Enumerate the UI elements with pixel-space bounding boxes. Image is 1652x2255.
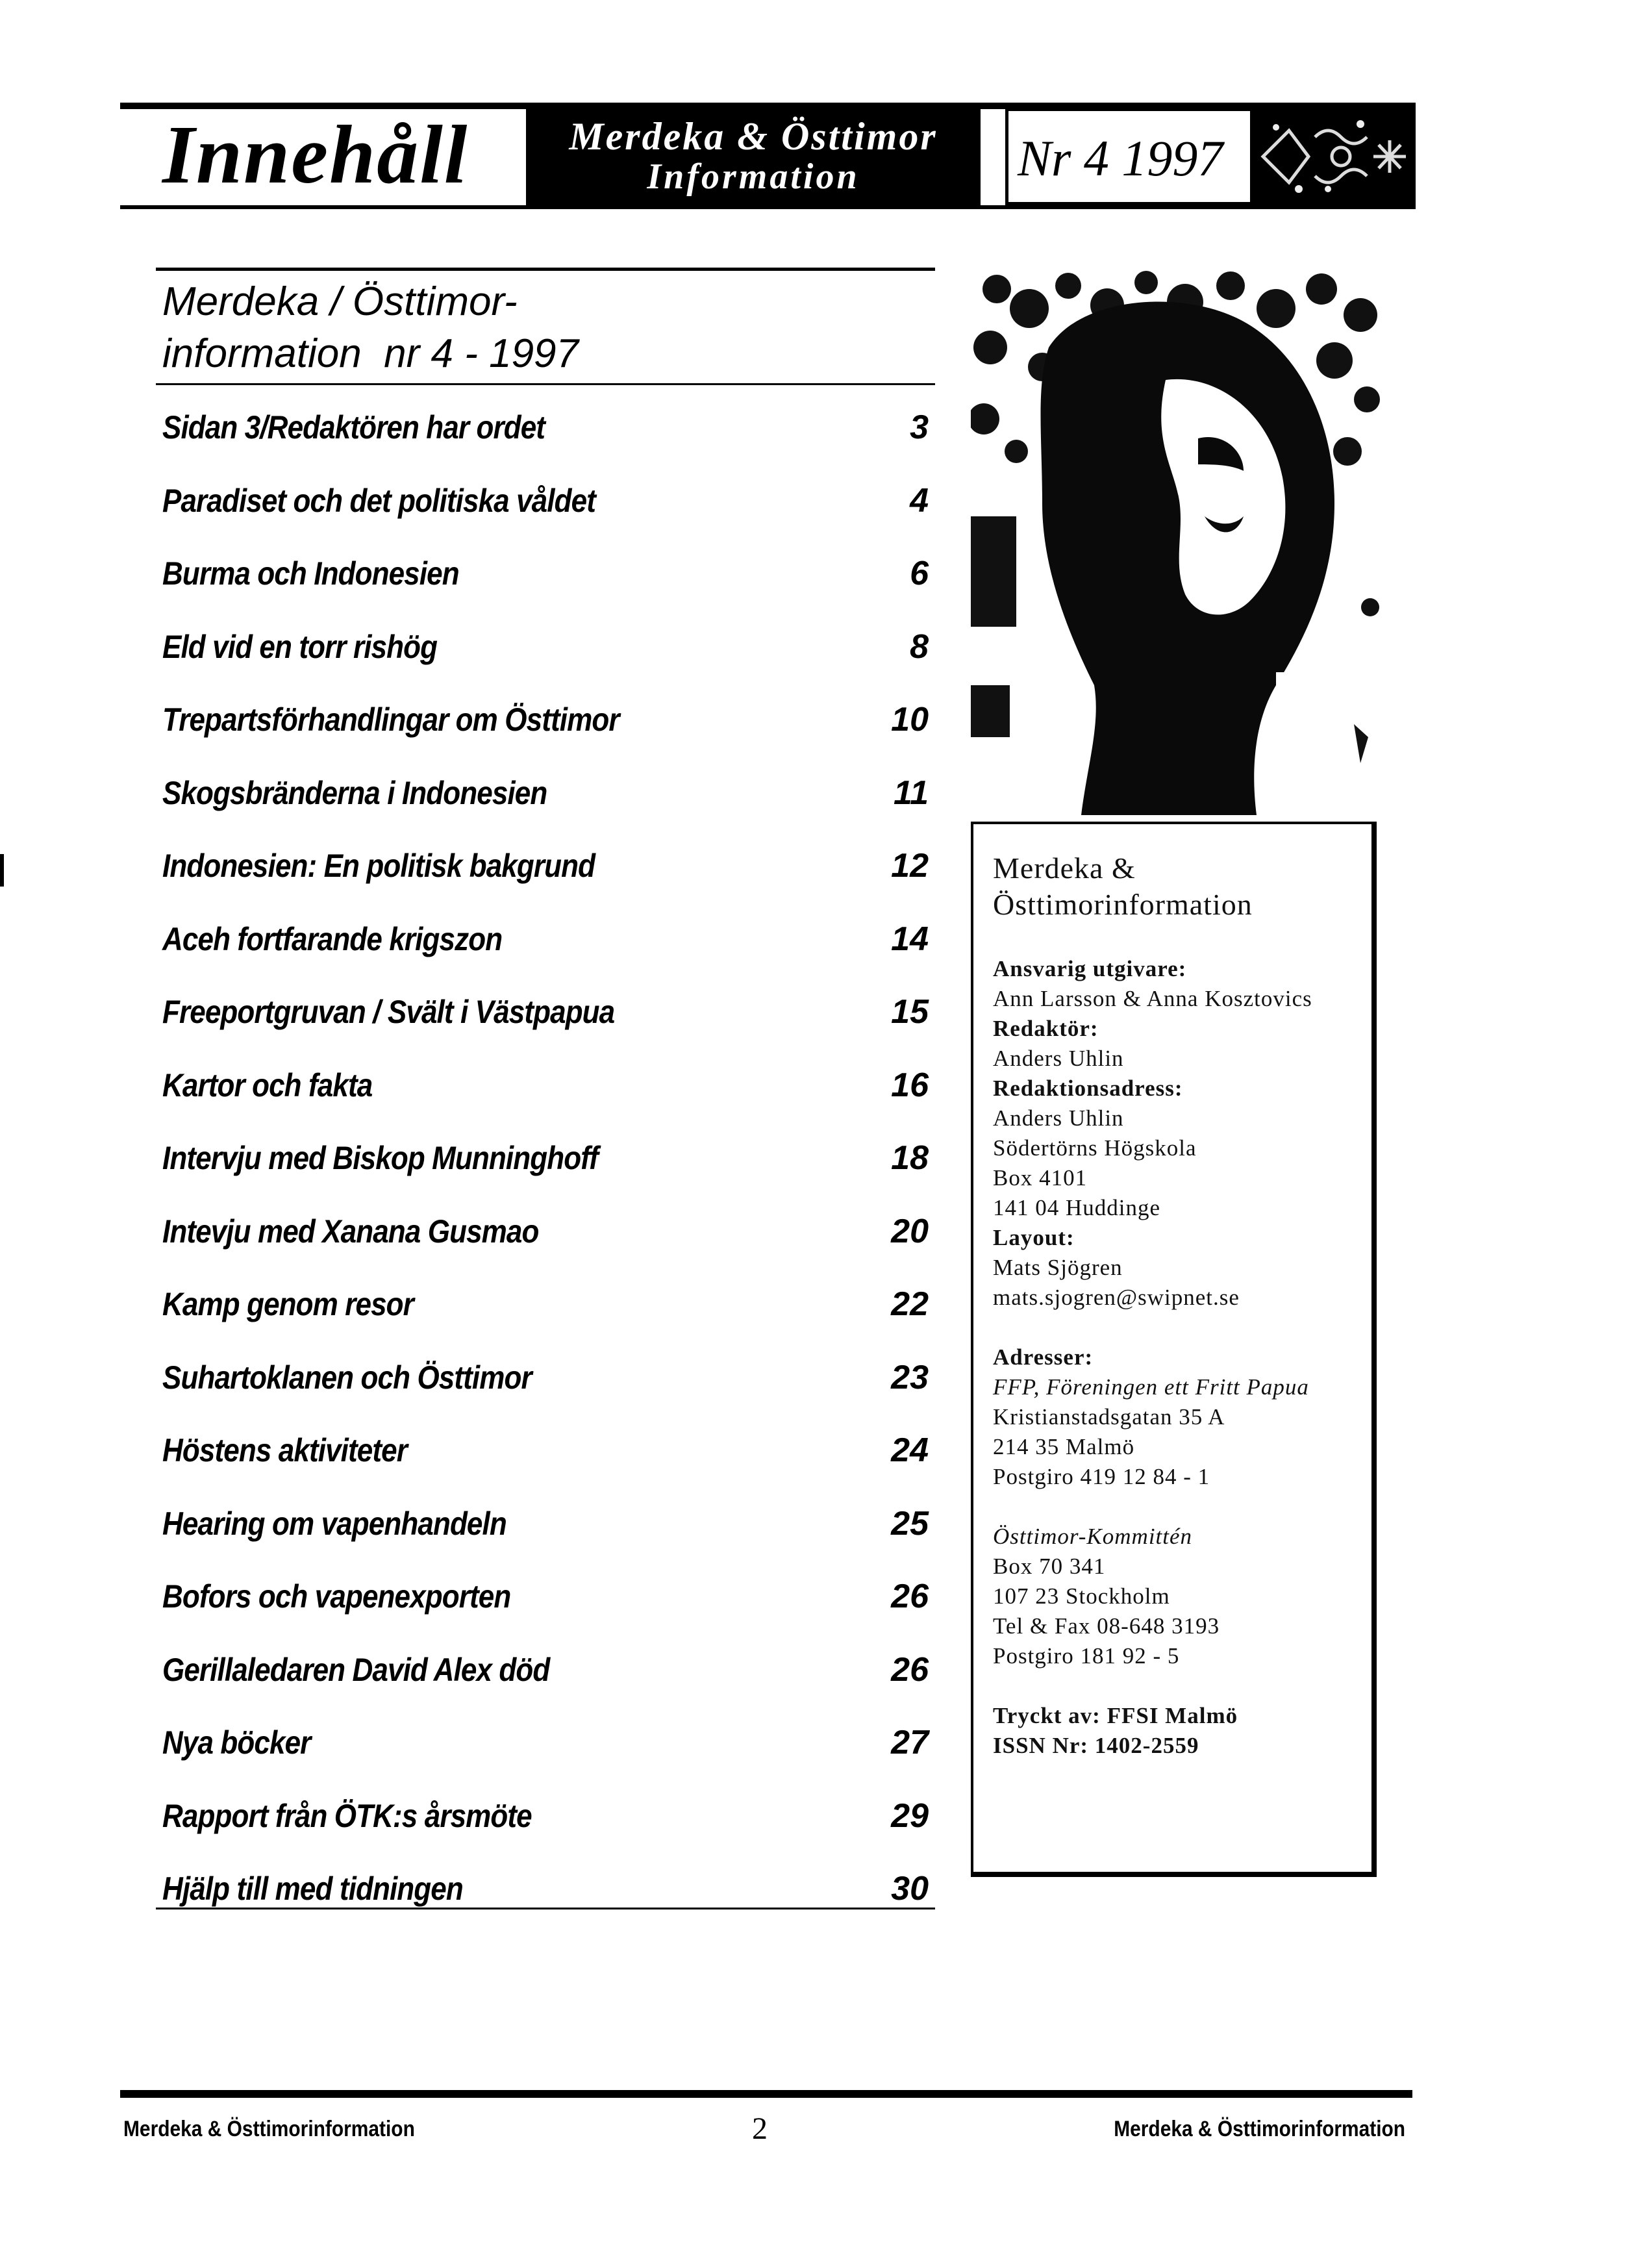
- info-line: Postgiro 181 92 - 5: [993, 1643, 1180, 1669]
- toc-entry-title: Hearing om vapenhandeln: [162, 1505, 507, 1542]
- toc-entry-page: 22: [891, 1285, 929, 1323]
- toc-entry-title: Höstens aktiviteter: [162, 1432, 407, 1468]
- toc-top-rule: [156, 268, 935, 271]
- toc-entry-page: 24: [891, 1431, 929, 1469]
- issue-number: Nr 4 1997: [1018, 130, 1223, 186]
- spacer: [993, 1671, 1363, 1701]
- info-line: Kristianstadsgatan 35 A: [993, 1404, 1225, 1430]
- toc-entry[interactable]: [162, 1426, 935, 1499]
- toc-entry-title: Sidan 3/Redaktören har ordet: [162, 409, 545, 446]
- toc-entry[interactable]: [162, 476, 935, 549]
- toc-entry-title: Bofors och vapenexporten: [162, 1578, 511, 1615]
- toc-heading-line-1: Merdeka / Östtimor-: [162, 279, 518, 324]
- spacer: [993, 1492, 1363, 1522]
- toc-entry-title: Kartor och fakta: [162, 1066, 373, 1103]
- toc-entry-title: Freeportgruvan / Svält i Västpapua: [162, 994, 615, 1030]
- toc-entry-title: Intervju med Biskop Munninghoff: [162, 1140, 599, 1176]
- info-line: Anders Uhlin: [993, 1046, 1124, 1071]
- toc-entry[interactable]: [162, 987, 935, 1061]
- toc-entry-page: 26: [891, 1578, 929, 1615]
- info-line: Anders Uhlin: [993, 1105, 1124, 1131]
- toc-entry-title: Skogsbränderna i Indonesien: [162, 774, 547, 811]
- info-line: Adresser:: [993, 1344, 1094, 1370]
- info-line: 107 23 Stockholm: [993, 1583, 1170, 1609]
- toc-entry-page: 25: [891, 1504, 929, 1543]
- toc-entry-page: 30: [891, 1870, 929, 1908]
- toc-entry-title: Gerillaledaren David Alex död: [162, 1651, 550, 1688]
- toc-entry-page: 16: [891, 1066, 929, 1104]
- info-line: Mats Sjögren: [993, 1255, 1123, 1280]
- toc-entry-title: Trepartsförhandlingar om Östtimor: [162, 701, 620, 738]
- toc-entry-title: Rapport från ÖTK:s årsmöte: [162, 1797, 532, 1834]
- toc-entry[interactable]: [162, 841, 935, 914]
- spacer: [993, 1313, 1363, 1342]
- info-line: Redaktionsadress:: [993, 1076, 1183, 1101]
- info-title: [993, 850, 1253, 923]
- info-line: Ansvarig utgivare:: [993, 956, 1187, 981]
- info-line: Ann Larsson & Anna Kosztovics: [993, 986, 1312, 1011]
- masthead-line-1: Merdeka & Östtimor: [569, 115, 938, 158]
- info-line: Södertörns Högskola: [993, 1135, 1197, 1161]
- info-line: Tel & Fax 08-648 3193: [993, 1613, 1220, 1639]
- info-line: Tryckt av: FFSI Malmö: [993, 1703, 1238, 1728]
- toc-entry[interactable]: [162, 1864, 935, 1937]
- toc-entry[interactable]: [162, 1572, 935, 1645]
- toc-bottom-rule: [156, 1908, 935, 1909]
- toc-heading-rule: [156, 383, 935, 385]
- info-line: Layout:: [993, 1225, 1075, 1250]
- masthead-line-2: Information: [647, 157, 860, 197]
- toc-entry-page: 12: [891, 847, 929, 885]
- toc-entry-title: Aceh fortfarande krigszon: [162, 920, 503, 957]
- footer-page-number: 2: [752, 2111, 768, 2146]
- publication-info-box: [971, 822, 1377, 1877]
- scan-edge-mark: [0, 854, 4, 887]
- toc-entry-page: 6: [910, 555, 929, 592]
- masthead: [526, 104, 981, 207]
- toc-entry[interactable]: [162, 1279, 935, 1353]
- toc-entry-page: 11: [894, 774, 929, 812]
- toc-entry-page: 3: [910, 409, 929, 446]
- info-email[interactable]: mats.sjogren@swipnet.se: [993, 1285, 1240, 1310]
- toc-entry-page: 8: [910, 627, 929, 666]
- toc-entry-page: 26: [891, 1650, 929, 1689]
- toc-entry[interactable]: [162, 695, 935, 768]
- info-line: 141 04 Huddinge: [993, 1195, 1161, 1220]
- toc-entry[interactable]: [162, 549, 935, 622]
- toc-entry-page: 10: [891, 701, 929, 738]
- toc-entry-page: 14: [891, 920, 929, 958]
- header-bottom-rule: [120, 205, 1416, 209]
- toc-list: [162, 403, 935, 1937]
- toc-entry-title: Eld vid en torr rishög: [162, 628, 438, 665]
- toc-entry-page: 4: [910, 481, 929, 520]
- info-line: Box 70 341: [993, 1554, 1106, 1579]
- toc-entry[interactable]: [162, 1133, 935, 1207]
- toc-heading-line-2: information nr 4 - 1997: [162, 331, 579, 376]
- toc-entry-title: Intevju med Xanana Gusmao: [162, 1213, 539, 1250]
- toc-entry-title: Suhartoklanen och Östtimor: [162, 1359, 532, 1396]
- info-title-line-2: Östtimorinformation: [993, 888, 1253, 921]
- toc-entry[interactable]: [162, 403, 935, 476]
- footer-publication-left: Merdeka & Östtimorinformation: [123, 2117, 415, 2141]
- toc-entry-page: 23: [891, 1358, 929, 1396]
- footer-rule: [120, 2090, 1412, 2098]
- toc-entry-title: Nya böcker: [162, 1724, 311, 1761]
- info-line: Postgiro 419 12 84 - 1: [993, 1464, 1210, 1489]
- info-line: Box 4101: [993, 1165, 1088, 1190]
- toc-entry-page: 18: [891, 1139, 929, 1177]
- info-line: Redaktör:: [993, 1016, 1099, 1041]
- info-title-line-1: Merdeka &: [993, 851, 1136, 885]
- toc-entry-title: Hjälp till med tidningen: [162, 1871, 463, 1907]
- toc-entry-title: Paradiset och det politiska våldet: [162, 482, 595, 519]
- toc-entry[interactable]: [162, 1791, 935, 1865]
- toc-entry-page: 15: [891, 993, 929, 1031]
- info-line: Östtimor-Kommittén: [993, 1524, 1193, 1549]
- info-line: ISSN Nr: 1402-2559: [993, 1733, 1199, 1758]
- toc-entry-page: 20: [891, 1212, 929, 1250]
- info-line: FFP, Föreningen ett Fritt Papua: [993, 1374, 1309, 1400]
- toc-entry[interactable]: [162, 768, 935, 842]
- info-lines: [993, 954, 1363, 1761]
- toc-entry-page: 27: [891, 1724, 929, 1761]
- toc-entry[interactable]: [162, 1207, 935, 1280]
- footer-publication-right: Merdeka & Östtimorinformation: [1114, 2117, 1405, 2141]
- page-title: Innehåll: [162, 108, 469, 201]
- toc-entry[interactable]: [162, 622, 935, 696]
- cover-photo: [971, 270, 1380, 815]
- toc-entry[interactable]: [162, 1061, 935, 1134]
- toc-entry-title: Kamp genom resor: [162, 1286, 414, 1322]
- toc-entry-title: Indonesien: En politisk bakgrund: [162, 848, 595, 884]
- toc-entry[interactable]: [162, 1353, 935, 1426]
- issue-box: [1005, 108, 1416, 205]
- toc-entry[interactable]: [162, 914, 935, 988]
- info-line: 214 35 Malmö: [993, 1434, 1135, 1459]
- toc-entry[interactable]: [162, 1645, 935, 1719]
- emblem-icon: [1250, 111, 1412, 202]
- toc-entry[interactable]: [162, 1499, 935, 1572]
- toc-heading: [162, 276, 929, 380]
- toc-entry[interactable]: [162, 1718, 935, 1791]
- toc-entry-page: 29: [891, 1796, 929, 1835]
- toc-entry-title: Burma och Indonesien: [162, 555, 459, 592]
